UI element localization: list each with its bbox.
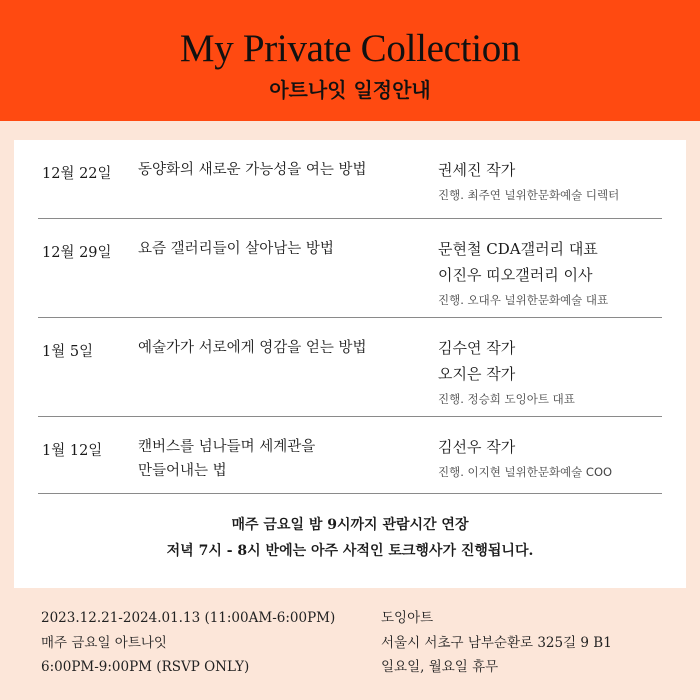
schedule-speakers xyxy=(438,439,662,480)
speaker-name: 김선우 작가 xyxy=(438,438,516,456)
footer-artnight-hours: 6:00PM-9:00PM (RSVP ONLY) xyxy=(41,659,250,675)
speaker-name: 오지은 작가 xyxy=(438,365,516,383)
page-subtitle: 아트나잇 일정안내 xyxy=(269,78,431,102)
topic-line: 요즘 갤러리들이 살아남는 방법 xyxy=(138,241,334,257)
footer-address: 서울시 서초구 남부순환로 325길 9 B1 xyxy=(381,634,612,651)
notice-text xyxy=(14,512,686,564)
schedule-row xyxy=(38,417,662,494)
speaker-name: 이진우 띠오갤러리 이사 xyxy=(438,266,593,284)
schedule-speakers xyxy=(438,340,662,407)
schedule-speakers xyxy=(438,162,662,203)
schedule-speakers xyxy=(438,241,662,308)
notice-line: 저녁 7시 - 8시 반에는 아주 사적인 토크행사가 진행됩니다. xyxy=(166,543,534,559)
schedule-date: 12월 22일 xyxy=(42,166,112,182)
schedule-topic xyxy=(138,158,408,182)
schedule-row xyxy=(38,140,662,219)
moderator: 진행. 오대우 널위한문화예술 대표 xyxy=(438,293,609,307)
speaker-name: 김수연 작가 xyxy=(438,339,516,357)
moderator: 진행. 정승희 도잉아트 대표 xyxy=(438,392,575,406)
schedule-topic xyxy=(138,435,408,483)
footer-closed-days: 일요일, 월요일 휴무 xyxy=(381,659,499,675)
schedule-date: 12월 29일 xyxy=(42,245,112,261)
schedule-row xyxy=(38,219,662,318)
speaker-name: 권세진 작가 xyxy=(438,161,516,179)
speaker-name: 문현철 CDA갤러리 대표 xyxy=(438,240,598,258)
footer-venue-info xyxy=(381,606,612,680)
schedule-date: 1월 12일 xyxy=(42,443,103,459)
header-banner xyxy=(0,0,700,121)
footer-artnight: 매주 금요일 아트나잇 xyxy=(41,634,167,651)
schedule-row xyxy=(38,318,662,417)
topic-line: 동양화의 새로운 가능성을 여는 방법 xyxy=(138,162,367,178)
moderator: 진행. 최주연 널위한문화예술 디렉터 xyxy=(438,188,620,202)
schedule-topic xyxy=(138,237,408,261)
schedule-topic xyxy=(138,336,408,360)
notice-line: 매주 금요일 밤 9시까지 관람시간 연장 xyxy=(231,517,469,533)
page-title: My Private Collection xyxy=(179,27,521,70)
topic-line: 예술가가 서로에게 영감을 얻는 방법 xyxy=(138,340,367,356)
schedule-card xyxy=(14,140,686,588)
topic-line: 만들어내는 법 xyxy=(138,463,227,479)
topic-line: 캔버스를 넘나들며 세계관을 xyxy=(138,439,316,455)
footer-dates: 2023.12.21-2024.01.13 (11:00AM-6:00PM) xyxy=(41,610,336,626)
moderator: 진행. 이지현 널위한문화예술 COO xyxy=(438,465,613,479)
schedule-date: 1월 5일 xyxy=(42,344,94,360)
footer-schedule-info xyxy=(41,606,335,680)
footer-venue-name: 도잉아트 xyxy=(381,610,434,626)
